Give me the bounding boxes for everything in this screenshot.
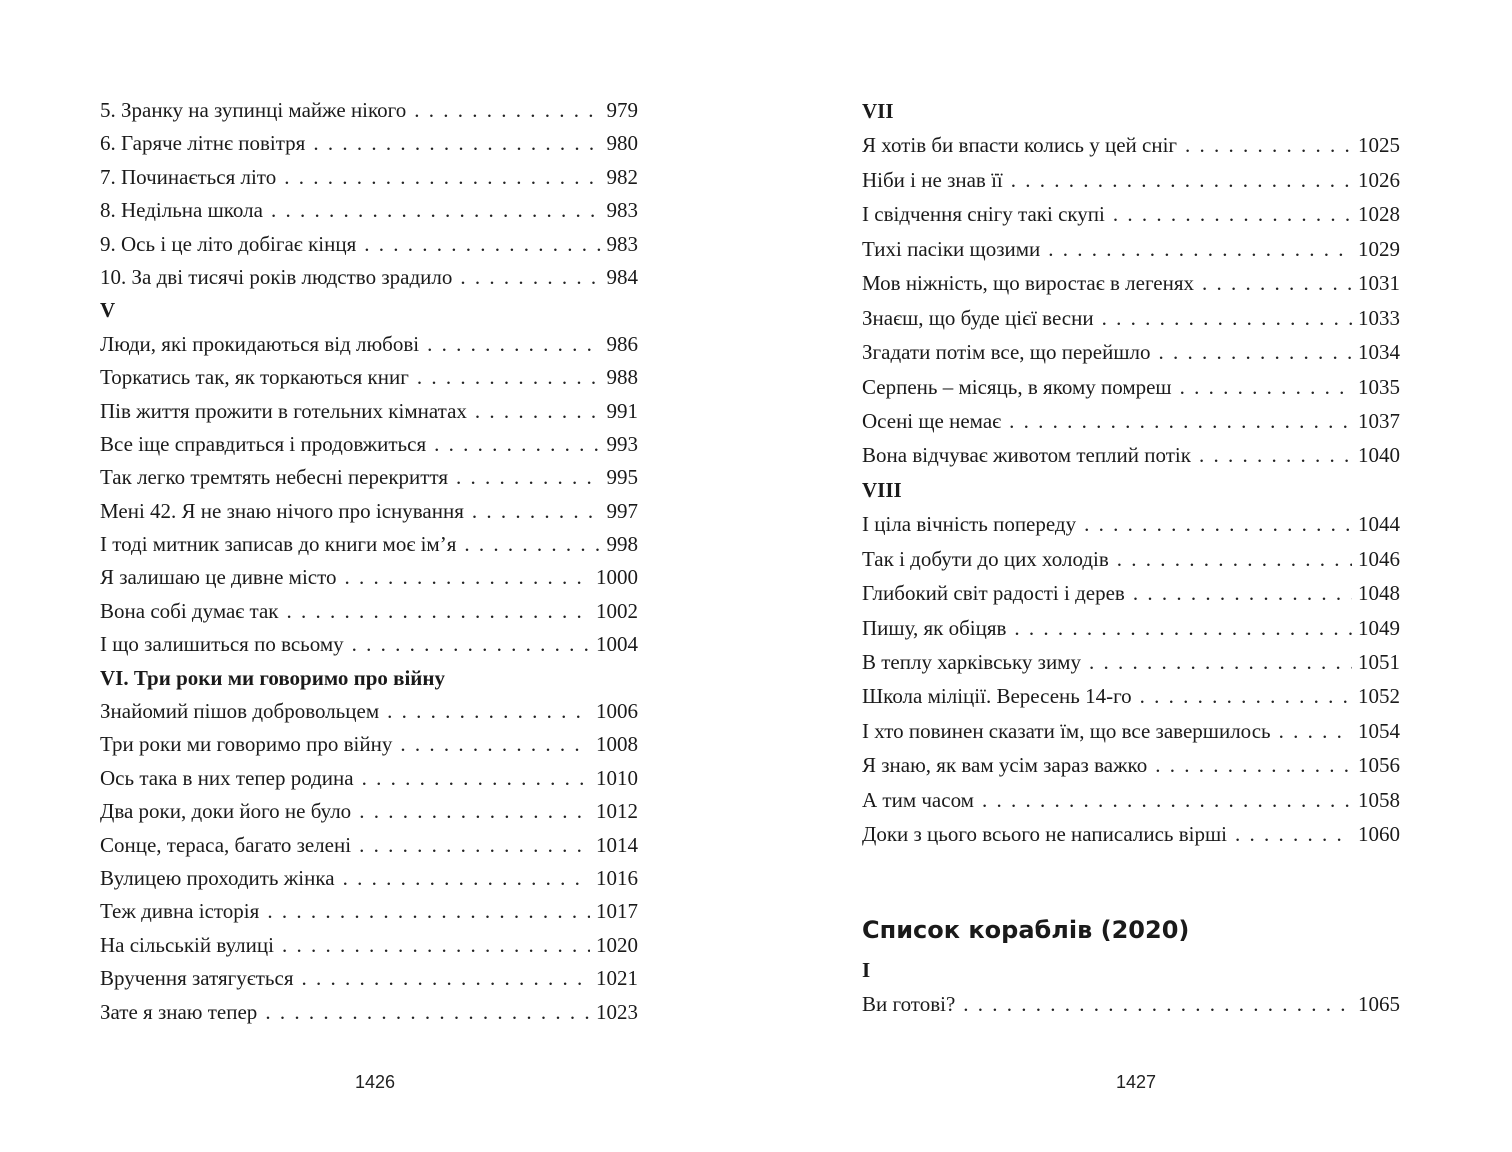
section-heading: I bbox=[862, 958, 871, 982]
toc-entry-title: Вона собі думає так bbox=[100, 598, 279, 623]
toc-entry bbox=[100, 528, 638, 561]
toc-entry-page: 1040 bbox=[1358, 443, 1400, 468]
toc-entry-page: 1056 bbox=[1358, 753, 1400, 778]
toc-entry bbox=[862, 232, 1400, 266]
toc-entry bbox=[100, 862, 638, 895]
right-toc-list bbox=[862, 94, 1400, 852]
dot-leader bbox=[359, 829, 590, 862]
toc-entry-page: 1004 bbox=[596, 632, 638, 657]
toc-entry-title: Два роки, доки його не було bbox=[100, 799, 352, 824]
toc-entry-title: В теплу харківську зиму bbox=[862, 650, 1081, 674]
toc-entry bbox=[862, 266, 1400, 300]
toc-entry-page: 1046 bbox=[1358, 546, 1400, 571]
dot-leader bbox=[359, 795, 590, 828]
toc-entry-title: Серпень – місяць, в якому помреш bbox=[862, 374, 1172, 399]
toc-entry-title: Згадати потім все, що перейшло bbox=[862, 340, 1151, 365]
dot-leader bbox=[352, 628, 590, 661]
toc-entry bbox=[862, 679, 1400, 713]
toc-entry bbox=[100, 461, 638, 494]
toc-entry-page: 980 bbox=[606, 131, 638, 156]
toc-entry bbox=[100, 595, 638, 628]
toc-entry-page: 1010 bbox=[596, 765, 638, 790]
toc-entry-title: Доки з цього всього не написались вірші bbox=[862, 822, 1228, 847]
toc-entry-title: Знайомий пішов добровольцем bbox=[100, 699, 380, 724]
dot-leader bbox=[1199, 438, 1352, 472]
book-toc-list bbox=[862, 953, 1400, 1022]
toc-entry-title: Вона відчуває животом теплий потік bbox=[862, 443, 1191, 468]
dot-leader bbox=[267, 895, 590, 928]
dot-leader bbox=[400, 728, 590, 761]
toc-entry bbox=[862, 748, 1400, 782]
toc-entry-title: А тим часом bbox=[862, 787, 974, 812]
toc-entry-title: Ви готові? bbox=[862, 992, 956, 1017]
section-heading: VI. Три роки ми говоримо про війну bbox=[100, 665, 446, 690]
dot-leader bbox=[1117, 542, 1352, 576]
toc-entry-title: І свідчення снігу такі скупі bbox=[862, 202, 1105, 227]
toc-entry bbox=[100, 895, 638, 928]
toc-entry-title: Я залишаю це дивне місто bbox=[100, 565, 337, 590]
toc-entry-title: Я хотів би впасти колись у цей сніг bbox=[862, 133, 1178, 158]
toc-entry bbox=[100, 395, 638, 428]
toc-entry bbox=[100, 728, 638, 761]
toc-entry bbox=[100, 127, 638, 160]
toc-entry bbox=[100, 428, 638, 461]
toc-entry bbox=[862, 197, 1400, 231]
toc-entry-title: Зате я знаю тепер bbox=[100, 999, 258, 1024]
toc-entry-page: 1031 bbox=[1358, 271, 1400, 296]
dot-leader bbox=[1180, 370, 1352, 404]
toc-entry bbox=[862, 404, 1400, 438]
toc-entry-page: 988 bbox=[606, 365, 638, 390]
toc-entry-title: Знаєш, що буде цієї весни bbox=[862, 305, 1094, 330]
toc-entry bbox=[100, 628, 638, 661]
toc-entry bbox=[862, 987, 1400, 1021]
dot-leader bbox=[287, 595, 591, 628]
toc-entry bbox=[100, 695, 638, 728]
toc-entry bbox=[862, 576, 1400, 610]
toc-entry-title: 8. Недільна школа bbox=[100, 198, 263, 223]
toc-entry bbox=[100, 261, 638, 294]
toc-entry-page: 1014 bbox=[596, 832, 638, 857]
toc-entry-page: 1049 bbox=[1358, 615, 1400, 640]
dot-leader bbox=[475, 395, 601, 428]
toc-entry-page: 1026 bbox=[1358, 167, 1400, 192]
toc-entry-title: 10. За дві тисячі років людство зрадило bbox=[100, 264, 453, 289]
toc-entry-title: Так і добути до цих холодів bbox=[862, 546, 1109, 571]
toc-entry bbox=[100, 161, 638, 194]
toc-entry bbox=[862, 645, 1400, 679]
toc-entry-page: 1006 bbox=[596, 699, 638, 724]
toc-entry-page: 982 bbox=[606, 164, 638, 189]
dot-leader bbox=[1014, 611, 1352, 645]
toc-entry-title: І хто повинен сказати їм, що все завершилось bbox=[862, 718, 1271, 743]
toc-entry-page: 1028 bbox=[1358, 202, 1400, 227]
dot-leader bbox=[1009, 404, 1352, 438]
dot-leader bbox=[982, 783, 1352, 817]
toc-entry-page: 983 bbox=[606, 231, 638, 256]
toc-entry-title: 9. Ось і це літо добігає кінця bbox=[100, 231, 357, 256]
toc-entry-page: 1054 bbox=[1358, 718, 1400, 743]
toc-entry bbox=[100, 962, 638, 995]
dot-leader bbox=[1155, 748, 1352, 782]
toc-entry-page: 1052 bbox=[1358, 684, 1400, 709]
toc-entry-page: 1029 bbox=[1358, 236, 1400, 261]
toc-entry-page: 1017 bbox=[596, 899, 638, 924]
dot-leader bbox=[1048, 232, 1352, 266]
dot-leader bbox=[1279, 714, 1352, 748]
toc-entry bbox=[862, 301, 1400, 335]
toc-entry bbox=[100, 94, 638, 127]
toc-entry-title: 7. Починається літо bbox=[100, 164, 277, 189]
toc-entry-page: 1060 bbox=[1358, 822, 1400, 847]
dot-leader bbox=[434, 428, 600, 461]
toc-entry-page: 997 bbox=[606, 498, 638, 523]
toc-entry-title: 6. Гаряче літнє повітря bbox=[100, 131, 306, 156]
dot-leader bbox=[282, 929, 590, 962]
toc-entry-title: Три роки ми говоримо про війну bbox=[100, 732, 393, 757]
section-heading: V bbox=[100, 298, 116, 323]
toc-entry-title: І що залишиться по всьому bbox=[100, 632, 344, 657]
dot-leader bbox=[414, 94, 600, 127]
toc-entry-page: 1000 bbox=[596, 565, 638, 590]
toc-entry-page: 1035 bbox=[1358, 374, 1400, 399]
toc-entry-title: Ніби і не знав її bbox=[862, 167, 1003, 192]
toc-entry-title: Люди, які прокидаються від любові bbox=[100, 331, 420, 356]
dot-leader bbox=[417, 361, 601, 394]
toc-entry bbox=[100, 795, 638, 828]
toc-entry-page: 1051 bbox=[1358, 650, 1400, 674]
dot-leader bbox=[302, 962, 591, 995]
toc-entry-title: І ціла вічність попереду bbox=[862, 512, 1077, 537]
dot-leader bbox=[1084, 507, 1352, 541]
toc-entry-page: 1037 bbox=[1358, 408, 1400, 433]
toc-entry bbox=[100, 194, 638, 227]
dot-leader bbox=[1113, 197, 1352, 231]
dot-leader bbox=[387, 695, 590, 728]
toc-entry-title: Я знаю, як вам усім зараз важко bbox=[862, 753, 1148, 778]
dot-leader bbox=[313, 127, 600, 160]
toc-entry-title: 5. Зранку на зупинці майже нікого bbox=[100, 98, 407, 122]
right-page bbox=[756, 0, 1512, 1152]
dot-leader bbox=[265, 996, 590, 1029]
toc-entry-page: 1048 bbox=[1358, 581, 1400, 606]
toc-entry bbox=[862, 714, 1400, 748]
dot-leader bbox=[345, 561, 590, 594]
dot-leader bbox=[464, 528, 600, 561]
toc-entry-page: 979 bbox=[606, 98, 638, 122]
toc-entry bbox=[862, 783, 1400, 817]
toc-entry bbox=[862, 438, 1400, 472]
toc-entry-page: 1002 bbox=[596, 598, 638, 623]
toc-entry bbox=[100, 495, 638, 528]
toc-entry bbox=[100, 561, 638, 594]
dot-leader bbox=[1133, 576, 1352, 610]
toc-entry-title: Мов ніжність, що виростає в легенях bbox=[862, 271, 1195, 296]
toc-entry-page: 1058 bbox=[1358, 787, 1400, 812]
dot-leader bbox=[343, 862, 590, 895]
toc-entry-title: Сонце, тераса, багато зелені bbox=[100, 832, 352, 857]
dot-leader bbox=[1235, 817, 1352, 851]
dot-leader bbox=[1158, 335, 1352, 369]
toc-entry bbox=[862, 542, 1400, 576]
dot-leader bbox=[1011, 163, 1352, 197]
toc-entry-page: 998 bbox=[606, 532, 638, 557]
toc-entry-title: І тоді митник записав до книги моє ім’я bbox=[100, 532, 457, 557]
dot-leader bbox=[284, 161, 600, 194]
toc-entry-title: Школа міліції. Вересень 14-го bbox=[862, 684, 1132, 709]
toc-entry-page: 1023 bbox=[596, 999, 638, 1024]
toc-entry bbox=[100, 996, 638, 1029]
toc-entry-title: Пишу, як обіцяв bbox=[862, 615, 1007, 640]
toc-entry bbox=[100, 762, 638, 795]
dot-leader bbox=[1140, 679, 1352, 713]
dot-leader bbox=[456, 461, 601, 494]
toc-entry-title: Пів життя прожити в готельних кімнатах bbox=[100, 398, 467, 423]
toc-entry bbox=[862, 611, 1400, 645]
toc-entry-page: 1012 bbox=[596, 799, 638, 824]
dot-leader bbox=[1185, 128, 1352, 162]
right-page-number: 1427 bbox=[1115, 1072, 1157, 1092]
toc-entry bbox=[862, 128, 1400, 162]
dot-leader bbox=[271, 194, 601, 227]
toc-entry-title: Глибокий світ радості і дерев bbox=[862, 581, 1125, 606]
dot-leader bbox=[963, 987, 1352, 1021]
toc-entry bbox=[100, 829, 638, 862]
toc-entry-page: 984 bbox=[606, 264, 638, 289]
toc-entry bbox=[100, 929, 638, 962]
dot-leader bbox=[427, 328, 600, 361]
dot-leader bbox=[1202, 266, 1352, 300]
dot-leader bbox=[472, 495, 601, 528]
toc-entry-title: На сільській вулиці bbox=[100, 932, 274, 957]
toc-entry-title: Все іще справдиться і продовжиться bbox=[100, 431, 427, 456]
toc-entry-page: 1033 bbox=[1358, 305, 1400, 330]
toc-entry bbox=[862, 507, 1400, 541]
toc-entry bbox=[862, 163, 1400, 197]
toc-entry-title: Осені ще немає bbox=[862, 408, 1002, 433]
toc-entry-title: Вулицею проходить жінка bbox=[100, 865, 335, 890]
toc-entry-page: 1065 bbox=[1358, 992, 1400, 1017]
toc-entry-title: Так легко тремтять небесні перекриття bbox=[100, 465, 448, 490]
toc-entry-title: Торкатись так, як торкаються книг bbox=[100, 365, 409, 390]
toc-entry-title: Теж дивна історія bbox=[100, 899, 260, 924]
dot-leader bbox=[1102, 301, 1352, 335]
left-page-number: 1426 bbox=[354, 1072, 396, 1092]
toc-entry-page: 986 bbox=[606, 331, 638, 356]
toc-entry-title: Вручення затягується bbox=[100, 966, 294, 991]
toc-entry-page: 1020 bbox=[596, 932, 638, 957]
toc-entry bbox=[862, 817, 1400, 851]
toc-entry-title: Тихі пасіки щозими bbox=[862, 236, 1041, 261]
toc-entry-page: 993 bbox=[606, 431, 638, 456]
dot-leader bbox=[1089, 645, 1352, 679]
section-heading: VII bbox=[862, 99, 894, 123]
toc-entry-title: Мені 42. Я не знаю нічого про існування bbox=[100, 498, 464, 523]
dot-leader bbox=[364, 228, 600, 261]
left-toc-list bbox=[100, 94, 638, 1029]
toc-entry bbox=[100, 228, 638, 261]
toc-entry bbox=[862, 370, 1400, 404]
dot-leader bbox=[460, 261, 600, 294]
toc-entry bbox=[862, 335, 1400, 369]
toc-entry-page: 1025 bbox=[1358, 133, 1400, 158]
dot-leader bbox=[362, 762, 590, 795]
toc-entry-page: 995 bbox=[606, 465, 638, 490]
toc-entry bbox=[100, 361, 638, 394]
toc-entry-page: 983 bbox=[606, 198, 638, 223]
toc-entry-title: Ось така в них тепер родина bbox=[100, 765, 354, 790]
book-title: Список кораблів (2020) bbox=[862, 916, 1190, 944]
toc-entry-page: 1016 bbox=[596, 865, 638, 890]
toc-entry bbox=[100, 328, 638, 361]
toc-entry-page: 1034 bbox=[1358, 340, 1400, 365]
section-heading: VIII bbox=[862, 477, 902, 502]
toc-entry-page: 991 bbox=[606, 398, 638, 423]
toc-entry-page: 1044 bbox=[1358, 512, 1400, 537]
toc-entry-page: 1021 bbox=[596, 966, 638, 991]
toc-entry-page: 1008 bbox=[596, 732, 638, 757]
